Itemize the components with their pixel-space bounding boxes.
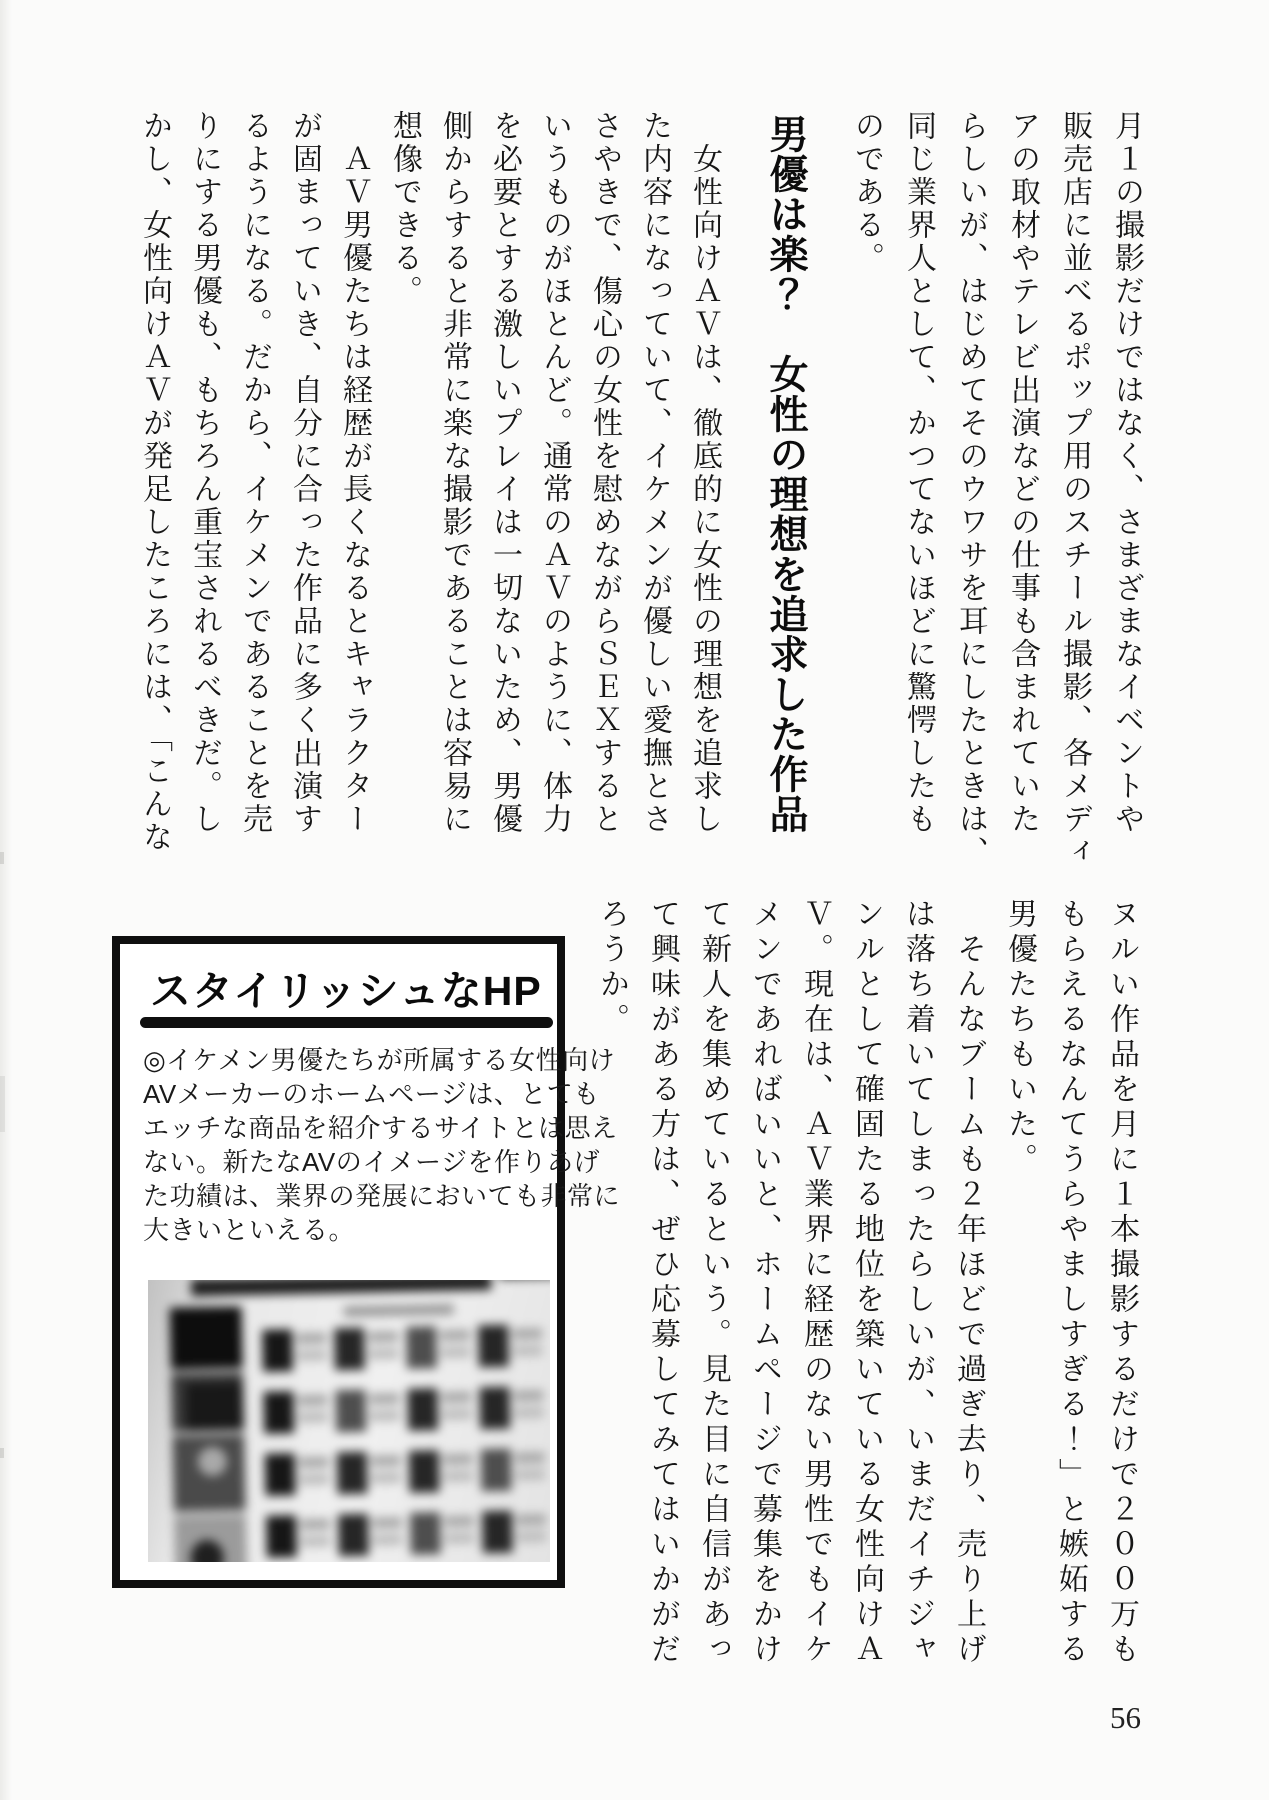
text-column: 同じ業界人として、かつてないほどに驚愕したも bbox=[902, 110, 935, 836]
browser-top-bar bbox=[191, 1280, 491, 1296]
page-number: 56 bbox=[1110, 1700, 1141, 1735]
scan-artifact bbox=[0, 1448, 4, 1458]
text-column: のである。 bbox=[850, 110, 883, 275]
text-column: アの取材やテレビ出演などの仕事も含まれていた bbox=[1006, 110, 1039, 836]
product-thumbnail-grid bbox=[262, 1320, 550, 1562]
text-column: そんなブームも２年ほどで過ぎ去り、売り上げ bbox=[952, 898, 985, 1668]
homepage-screenshot-photo bbox=[148, 1280, 550, 1562]
info-box-title: スタイリッシュなHP bbox=[150, 968, 542, 1014]
blurred-webpage-scene bbox=[148, 1280, 550, 1562]
text-column: いうものがほとんど。通常のＡＶのように、体力 bbox=[538, 110, 571, 836]
text-column: Ｖ。現在は、ＡＶ業界に経歴のない男性でもイケ bbox=[799, 898, 832, 1668]
sidebar-thumbnail bbox=[174, 1514, 248, 1562]
caption-line: AVメーカーのホームページは、とても bbox=[143, 1079, 600, 1109]
page-header-text-bar bbox=[344, 1304, 454, 1317]
sidebar-thumbnail bbox=[171, 1372, 244, 1431]
caption-line: エッチな商品を紹介するサイトとは思え bbox=[143, 1113, 618, 1143]
title-underline bbox=[140, 1017, 553, 1028]
text-column: ヌルい作品を月に１本撮影するだけで２００万も bbox=[1105, 898, 1138, 1668]
text-column: さやきで、傷心の女性を慰めながらＳＥＸすると bbox=[588, 110, 621, 836]
paragraph-intro bbox=[840, 110, 1152, 869]
info-box-caption bbox=[143, 1043, 620, 1247]
sidebar-thumbnail bbox=[172, 1434, 246, 1511]
text-column: 想像できる。 bbox=[388, 110, 421, 308]
text-column: 販売店に並べるポップ用のスチール撮影、各メディ bbox=[1058, 110, 1091, 869]
caption-line: た功績は、業界の発展においても非常に bbox=[143, 1181, 621, 1211]
section-heading: 男優は楽？ 女性の理想を追求した作品 bbox=[764, 114, 807, 834]
text-column: て新人を集めているという。見た目に自信があっ bbox=[697, 898, 730, 1668]
text-column: ろうか。 bbox=[595, 898, 628, 1038]
text-column: が固まっていき、自分に合った作品に多く出演す bbox=[288, 110, 321, 836]
text-column: は落ち着いてしまったらしいが、いまだイチジャ bbox=[901, 898, 934, 1668]
paragraph-bottom bbox=[586, 898, 1147, 1668]
text-column: 男優たちもいた。 bbox=[1003, 898, 1036, 1178]
text-column: メンであればいいと、ホームページで募集をかけ bbox=[748, 898, 781, 1668]
text-column: 側からすると非常に楽な撮影であることは容易に bbox=[438, 110, 471, 836]
text-column: 月１の撮影だけではなく、さまざまなイベントや bbox=[1110, 110, 1143, 836]
caption-line: 大きいといえる。 bbox=[143, 1215, 356, 1245]
text-column: た内容になっていて、イケメンが優しい愛撫とさ bbox=[638, 110, 671, 836]
text-column: もらえるなんてうらやましすぎる！」と嫉妬する bbox=[1054, 898, 1087, 1668]
scan-edge-shadow bbox=[0, 0, 12, 1800]
text-column: を必要とする激しいプレイは一切ないため、男優 bbox=[488, 110, 521, 836]
text-column: ンルとして確固たる地位を築いている女性向けＡ bbox=[850, 898, 883, 1668]
text-column: ＡＶ男優たちは経歴が長くなるとキャラクター bbox=[338, 110, 371, 836]
text-column: かし、女性向けＡＶが発足したころには、「こんな bbox=[138, 110, 171, 854]
text-column: るようになる。だから、イケメンであることを売 bbox=[238, 110, 271, 836]
caption-line: ない。新たなAVのイメージを作りあげ bbox=[143, 1147, 600, 1177]
caption-line: ◎イケメン男優たちが所属する女性向け bbox=[143, 1045, 616, 1075]
sidebar-thumbnail bbox=[170, 1306, 243, 1369]
scan-artifact bbox=[0, 1076, 5, 1132]
text-column: て興味がある方は、ぜひ応募してみてはいかがだ bbox=[646, 898, 679, 1668]
text-column: らしいが、はじめてそのウワサを耳にしたときは、 bbox=[954, 110, 987, 869]
text-column: りにする男優も、もちろん重宝されるべきだ。し bbox=[188, 110, 221, 836]
scan-artifact bbox=[0, 852, 4, 864]
text-column: 女性向けＡＶは、徹底的に女性の理想を追求し bbox=[688, 110, 721, 836]
paragraph-body bbox=[129, 110, 729, 854]
